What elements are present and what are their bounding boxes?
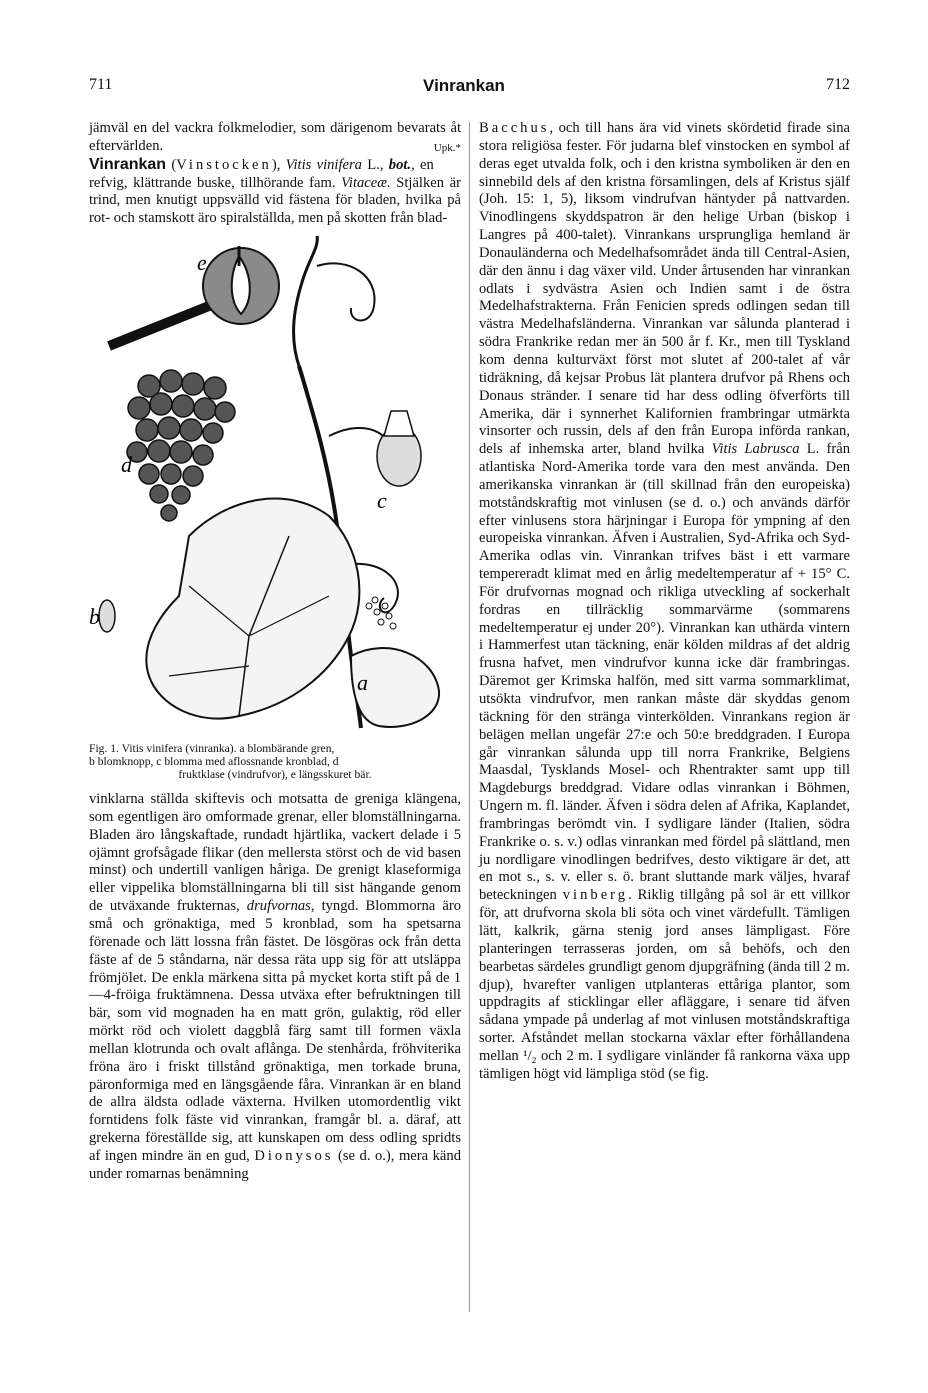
caption-line: fruktklase (vindrufvor), e längsskuret bär. bbox=[178, 768, 372, 782]
entry-head: Vinrankan (Vinstocken), Vitis vinifera L., bot., en refvig, klättrande buske, tillhörande fam. Vitaceæ. Stjälken är trind, men knutigt uppsvälld vid fästena för bladen, hvilka på rot- och stamskott äro spiralställda, men på skotten från blad- bbox=[89, 155, 461, 227]
entry-text: Stjälken är trind, men knutigt uppsvälld vid fästena för bladen, hvilka på rot- och stamskott äro spiralställda, men på skotten från blad- bbox=[89, 174, 461, 227]
page-number-right: 712 bbox=[826, 76, 850, 93]
right-column bbox=[479, 120, 850, 1084]
fig-label-b: b bbox=[89, 604, 100, 630]
fig-label-d: d bbox=[121, 452, 132, 478]
vine-drawing bbox=[89, 236, 461, 734]
body-text: , och till hans ära vid vinets skördetid firade sina stora religiösa fester. För judarna blef vinstocken en symbol af deras eget utvalda folk, och i den kristna symboliken är den en sinnebild dels af den kristna församlingen, dels af Kristus själf (Joh. 15: 1, 5), liksom vindrufvan häntyder på nattvarden. Vinodlingens skyddspatron är den helige Urban (biskop i Langres på 400-talet). Vinrankans ursprungliga hemland är Donauländerna och Medelhafsområdet ända till Central-Asien, där den ännu i dag växer vild. Under årtusenden har vinrankan odlats i sydvästra Asien och Indien samt i de östra Medelhafstrakterna. Från Fenicien spreds odlingen sedan till västra Medelhafsländerna. Vinrankan var sålunda planterad i södra Frankrike redan mer än 500 år f. Kr., men till Tyskland kom denna kulturväxt först mot slutet af 200-talet af vår tidräkning, då kejsar Probus lät plantera drufvor på Rhens och Donaus stränder. I senare tid har dess odling öfverförts till Amerika, där i synnerhet Kalifornien frambringar utmärkta vinsorter och russin, dels af den från Europa införda rankan, dels af inhemska arter, bland hvilka bbox=[479, 120, 850, 458]
body-text: , tyngd. Blommorna äro små och grönaktiga, med 5 kronblad, som ha spetsarna förenade och lätt lossna från fästet. De lösgöras ock från detta fäste af de 5 ståndarna, när dessa räta upp sig för att utsläppa frömjölet. De enkla märkena sitta på mycket korta stift på de 1—4-fröiga fruktämnena. Dessa utväxa efter befruktningen till bär, som vid mognaden ha en matt grön, gulaktig, röd eller mörkt röd och violett daggblå färg samt till formen växla mellan klotrunda och ovalt aflånga. De stenhårda, fröhviterika fröna äro i friskt tillstånd grönaktiga, men torkade bruna, päronformiga med en längsgående fåra. Vinrankan är en bland de allra äldsta odlade växterna. Hvilken utomordentlig vikt forntidens folk fäste vid vinrankan, framgår bl. a. däraf, att grekerna föreställde sig, att kunskapen om dess odling spridts af ingen mindre än en gud, bbox=[89, 898, 461, 1164]
column-divider bbox=[469, 122, 470, 1312]
body-text: (se d. o.), mera känd under romarnas benämning bbox=[89, 1147, 462, 1182]
fig-label-a: a bbox=[357, 670, 368, 696]
family-name: Vitaceæ. bbox=[341, 174, 391, 191]
caption-line: b blomknopp, c blomma med aflossnande kronblad, d bbox=[89, 755, 339, 769]
latin-name: Vitis vinifera bbox=[285, 156, 362, 173]
synonym-spaced: Vinstocken bbox=[176, 156, 272, 173]
spaced-name: Bacchus bbox=[479, 120, 550, 136]
fig-label-e: e bbox=[197, 250, 207, 276]
body-text: vinklarna ställda skiftevis och motsatta de greniga klängena, som egentligen äro omformade grenar, eller blomställningarna. Bladen äro långskaftade, rundadt hjärtlika, vackert delade i 5 ojämnt grofsågade flikar (den mellersta störst och de vid basen minst) och undertill vanligen håriga. De grenigt klaseformiga eller vippelika blomställningarna bli till sist hängande genom de utväxande frukternas, bbox=[89, 791, 461, 915]
body-paragraph bbox=[89, 791, 461, 1184]
body-paragraph bbox=[479, 120, 850, 1084]
body-text: . Riklig tillgång på sol är ett villkor för, att drufvorna skola bli söta och vinet värdefullt. Tämligen lätt, kalkrik, gärna stenig jord anses lämpligast. Före planteringen terrasseras jorden, om så behöfs, och den bearbetas särdeles grundligt genom djupgräfning (ända till 2 m. djup), hvarefter vanligen utplanteras ettåriga plantor, som uppdragits af sticklingar eller afläggare, i senare tid äfven sådana ympade på underlag af mot vinlusen motståndskraftiga sorter. Afståndet mellan stockarna växlar efter förhållandena mellan ¹/₂ och 2 m. I sydligare vinländer få rankorna växa upp tämligen högt vid lämpliga stöd (se fig. bbox=[479, 887, 850, 1082]
fig-label-c: c bbox=[377, 488, 387, 514]
page-number-left: 711 bbox=[89, 76, 113, 93]
intro-text: jämväl en del vackra folkmelodier, som därigenom bevarats åt eftervärlden. bbox=[89, 120, 461, 154]
figure-caption bbox=[89, 742, 461, 781]
field-abbrev: bot. bbox=[388, 156, 412, 173]
vine-illustration bbox=[89, 236, 461, 734]
italic-term: drufvornas bbox=[246, 898, 311, 915]
entry-text: L., bbox=[361, 156, 389, 173]
caption-line: Fig. 1. Vitis vinifera (vinranka). a blombärande gren, bbox=[89, 742, 335, 756]
left-column bbox=[89, 120, 461, 1184]
spaced-term: vinberg bbox=[562, 887, 629, 904]
running-title: Vinrankan bbox=[423, 76, 505, 95]
entry-text: , en refvig, klättrande buske, tillhörande fam. bbox=[89, 156, 434, 191]
author-signature: Upk.* bbox=[433, 141, 461, 154]
latin-name: Vitis Labrusca bbox=[711, 441, 800, 458]
headword: Vinrankan bbox=[89, 155, 167, 173]
entry-text: ), bbox=[271, 156, 286, 173]
intro-paragraph bbox=[89, 120, 461, 156]
spaced-name: Dionysos bbox=[254, 1147, 334, 1164]
body-text: L. från atlantiska Nord-Amerika torde vara den mest använda. Den amerikanska vinrankan är (till skillnad från den europeiska) motståndskraftig mot vinlusen (se d. o.) och används därför efter vinlusens stora härjningar i Europa för ympning af den europeiska vinrankan. Äfven i Australien, Syd-Afrika och Syd-Amerika odlas vin. Vinrankan trifves bäst i ett varmare tempereradt klimat med en årlig medeltemperatur af + 15° C. För drufvornas mognad och rikliga utveckling af sockerhalt fordras en tillräcklig sommarvärme (sommarens medeltemperatur ej under 20°). Vinrankan kan uthärda vintern i Hammerfest utan täckning, enär kölden mildras af det aldrig frusna hafvet, men vindrufvor kunna icke där frambringas. Däremot ger Krimska halfön, med sitt varma sommarklimat, utsökta vindrufvor, men rankan måste där skyddas genom täckning för den stränga vinterkölden. Vinrankans region är belägen mellan ungefär 27:e och 50:e breddgraden. I Europa går vinrankan sålunda upp till norra Frankrike, Belgiens Maasdal, Tysklands Mosel- och Rhentrakter samt upp till Magdeburgs breddgrad. Vidare odlas vinrankan i Böhmen, Ungern m. fl. länder. Äfven i södra delen af Afrika, Kaplandet, frambringas berömdt vin. I sydligare länder (Italien, södra Frankrike o. s. v.) odlas vinrankan med fördel på slättland, men ju nordligare vinodlingen bedrifves, desto viktigare är det, att en mot s., s. v. eller s. ö. brant sluttande mark väljes, hvaraf beteckningen bbox=[479, 441, 850, 904]
